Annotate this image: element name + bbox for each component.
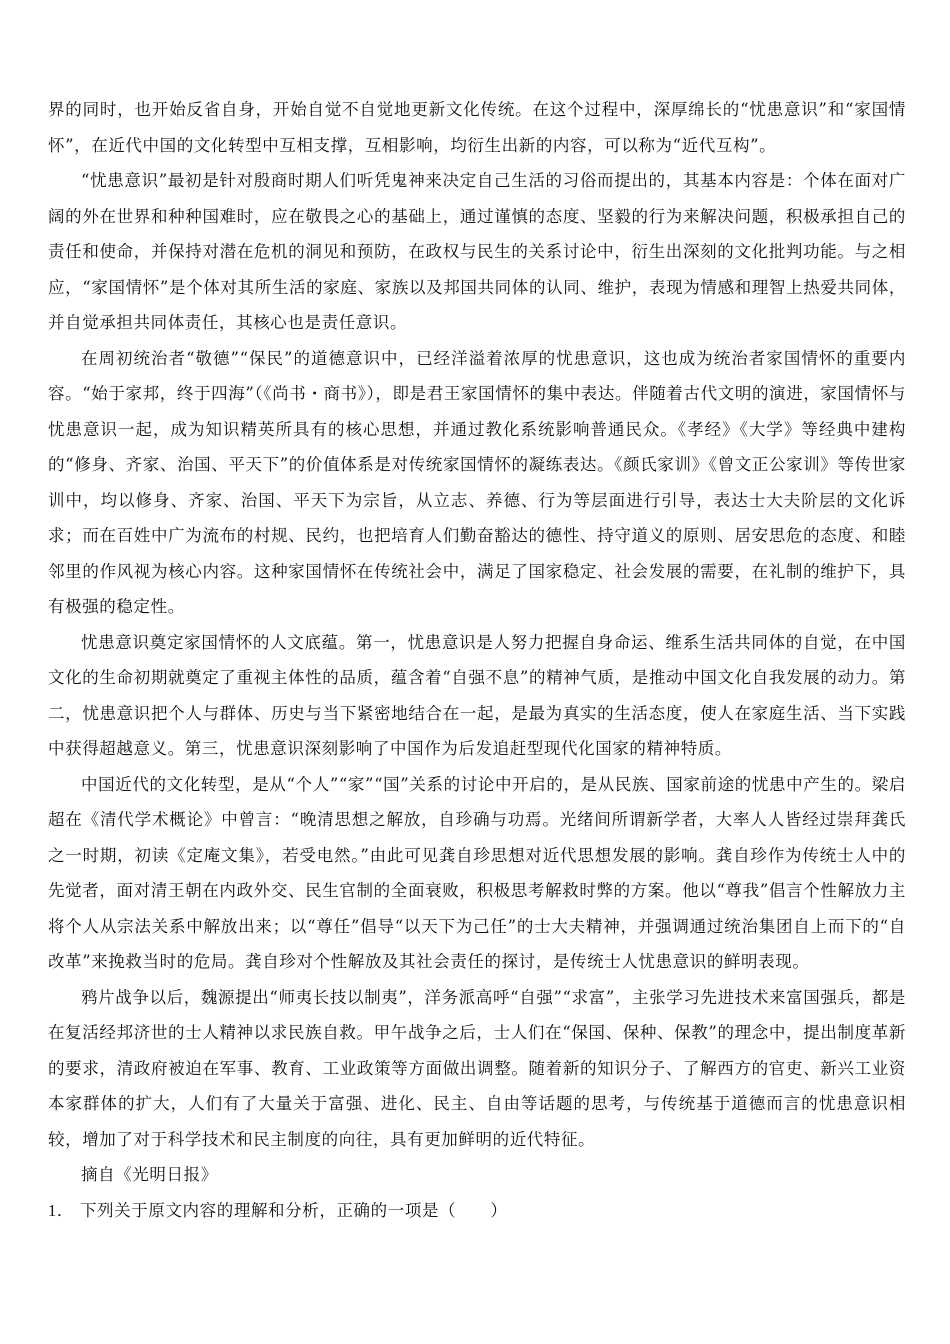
question-1 <box>48 1193 906 1229</box>
paragraph-6: 鸦片战争以后，魏源提出“师夷长技以制夷”，洋务派高呼“自强”“求富”，主张学习先进技术来富国强兵，都是在复活经邦济世的士人精神以求民族自救。甲午战争之后，士人们在“保国、保种、保教”的理念中，提出制度革新的要求，清政府被迫在军事、教育、工业政策等方面做出调整。随着新的知识分子、了解西方的官吏、新兴工业资本家群体的扩大，人们有了大量关于富强、进化、民主、自由等话题的思考，与传统基于道德而言的忧患意识相较，增加了对于科学技术和民主制度的向往，具有更加鲜明的近代特征。 <box>48 987 906 1149</box>
document-page <box>48 92 906 1228</box>
paragraph-4: 忧患意识奠定家国情怀的人文底蕴。第一，忧患意识是人努力把握自身命运、维系生活共同体的自觉，在中国文化的生命初期就奠定了重视主体性的品质，蕴含着“自强不息”的精神气质，是推动中国文化自我发展的动力。第二，忧患意识把个人与群体、历史与当下紧密地结合在一起，是最为真实的生活态度，使人在家庭生活、当下实践中获得超越意义。第三，忧患意识深刻影响了中国作为后发追赶型现代化国家的精神特质。 <box>48 632 906 758</box>
question-text: 下列关于原文内容的理解和分析，正确的一项是（ ） <box>79 1200 508 1220</box>
paragraph-5: 中国近代的文化转型，是从“个人”“家”“国”关系的讨论中开启的，是从民族、国家前途的忧患中产生的。梁启超在《清代学术概论》中曾言：“晚清思想之解放，自珍确与功焉。光绪间所谓新学者，大率人人皆经过崇拜龚氏之一时期，初读《定庵文集》，若受电然。”由此可见龚自珍思想对近代思想发展的影响。龚自珍作为传统士人中的先觉者，面对清王朝在内政外交、民生官制的全面衰败，积极思考解救时弊的方案。他以“尊我”倡言个性解放力主将个人从宗法关系中解放出来；以“尊任”倡导“以天下为己任”的士大夫精神，并强调通过统治集团自上而下的“自改革”来挽救当时的危局。龚自珍对个性解放及其社会责任的探讨，是传统士人忧患意识的鲜明表现。 <box>48 774 906 971</box>
paragraph-2: “忧患意识”最初是针对殷商时期人们听凭鬼神来决定自己生活的习俗而提出的，其基本内容是：个体在面对广阔的外在世界和种种国难时，应在敬畏之心的基础上，通过谨慎的态度、坚毅的行为来解决问题，积极承担自己的责任和使命，并保持对潜在危机的洞见和预防，在政权与民生的关系讨论中，衍生出深刻的文化批判功能。与之相应，“家国情怀”是个体对其所生活的家庭、家族以及邦国共同体的认同、维护，表现为情感和理智上热爱共同体，并自觉承担共同体责任，其核心也是责任意识。 <box>48 171 906 332</box>
source-citation: 摘自《光明日报》 <box>81 1165 218 1184</box>
question-number: 1． <box>48 1200 74 1220</box>
paragraph-3: 在周初统治者“敬德”“保民”的道德意识中，已经洋溢着浓厚的忧患意识，这也成为统治者家国情怀的重要内容。“始于家邦，终于四海”（《尚书・商书》），即是君王家国情怀的集中表达。伴随着古代文明的演进，家国情怀与忧患意识一起，成为知识精英所具有的核心思想，并通过教化系统影响普通民众。《孝经》《大学》等经典中建构的“修身、齐家、治国、平天下”的价值体系是对传统家国情怀的凝练表达。《颜氏家训》《曾文正公家训》等传世家训中，均以修身、齐家、治国、平天下为宗旨，从立志、养德、行为等层面进行引导，表达士大夫阶层的文化诉求；而在百姓中广为流布的村规、民约，也把培育人们勤奋豁达的德性、持守道义的原则、居安思危的态度、和睦邻里的作风视为核心内容。这种家国情怀在传统社会中，满足了国家稳定、社会发展的需要，在礼制的维护下，具有极强的稳定性。 <box>48 348 906 616</box>
paragraph-1: 界的同时，也开始反省自身，开始自觉不自觉地更新文化传统。在这个过程中，深厚绵长的“忧患意识”和“家国情怀”，在近代中国的文化转型中互相支撑，互相影响，均衍生出新的内容，可以称为“近代互构”。 <box>48 100 906 155</box>
